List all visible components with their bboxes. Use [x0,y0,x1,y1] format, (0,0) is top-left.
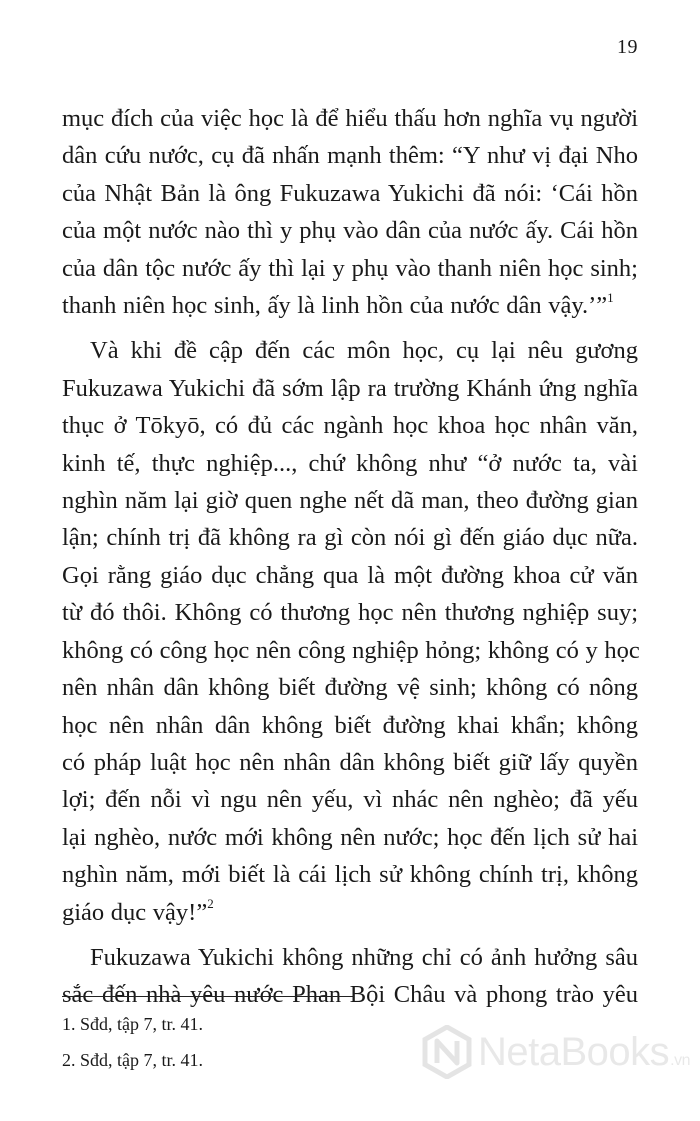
body-text [62,100,638,1014]
watermark-text [478,1030,690,1075]
text-line: thục ở Tōkyō, có đủ các ngành học khoa học nhân văn, [62,412,638,440]
text-line: Gọi rằng giáo dục chẳng qua là một đường khoa cử văn [62,561,638,589]
text-line: lợi; đến nỗi vì ngu nên yếu, vì nhác nên nghèo; đã yếu [62,786,638,814]
footnote-1: 1. Sđd, tập 7, tr. 41. [62,1014,204,1034]
text-line: mục đích của việc học là để hiểu thấu hơn nghĩa vụ người [62,105,638,132]
text-line: từ đó thôi. Không có thương học nên thương nghiệp suy; [62,599,638,627]
footnote-divider [62,996,354,997]
text-line: của một nước nào thì y phụ vào dân của nước ấy. Cái hồn [62,217,638,245]
netabooks-logo-icon [420,1025,474,1079]
footnote-ref-2: 2 [207,896,214,912]
paragraph-3 [62,939,638,1014]
text-line: sắc đến nhà yêu nước Phan Bội Châu và phong trào yêu [62,981,638,1009]
text-line: Fukuzawa Yukichi không những chỉ có ảnh hưởng sâu [90,943,638,971]
footnotes [62,1012,462,1084]
text-line: không có công học nên công nghiệp hỏng; không có y học [62,636,640,664]
text-line: của Nhật Bản là ông Fukuzawa Yukichi đã nói: ‘Cái hồn [62,179,638,207]
text-line: nên nhân dân không biết đường vệ sinh; không có nông [62,674,638,702]
paragraph-1 [62,100,638,324]
text-line: nghìn năm, mới biết là cái lịch sử không chính trị, không [62,861,638,889]
text-line: dân cứu nước, cụ đã nhấn mạnh thêm: “Y như vị đại Nho [62,142,638,170]
text-line [62,894,638,931]
text-line-content: thanh niên học sinh, ấy là linh hồn của nước dân vậy.’” [62,292,608,320]
text-line: của dân tộc nước ấy thì lại y phụ vào thanh niên học sinh; [62,254,638,282]
text-line: lại nghèo, nước mới không nên nước; học đến lịch sử hai [62,823,638,851]
text-line: kinh tế, thực nghiệp..., chứ không như “ở nước ta, vài [62,449,638,477]
text-line: lận; chính trị đã không ra gì còn nói gì đến giáo dục nữa. [62,524,638,552]
watermark-suffix: .vn [670,1051,690,1069]
text-line: có pháp luật học nên nhân dân không biết giữ lấy quyền [62,748,638,776]
text-line [62,287,638,324]
watermark-name: NetaBooks [477,1029,670,1074]
text-line: nghìn năm lại giờ quen nghe nết dã man, theo đường gian [62,487,638,515]
text-line: Và khi đề cập đến các môn học, cụ lại nêu gương [90,337,638,365]
footnote-ref-1: 1 [607,289,614,305]
paragraph-2 [62,332,638,931]
footnote-2: 2. Sđd, tập 7, tr. 41. [62,1050,204,1070]
text-line: học nên nhân dân không biết đường khai khẩn; không [62,711,638,739]
page-number: 19 [617,36,638,58]
text-line: Fukuzawa Yukichi đã sớm lập ra trường Khánh ứng nghĩa [62,374,638,402]
text-line-content: giáo dục vậy!” [62,898,208,926]
watermark [420,1025,690,1079]
